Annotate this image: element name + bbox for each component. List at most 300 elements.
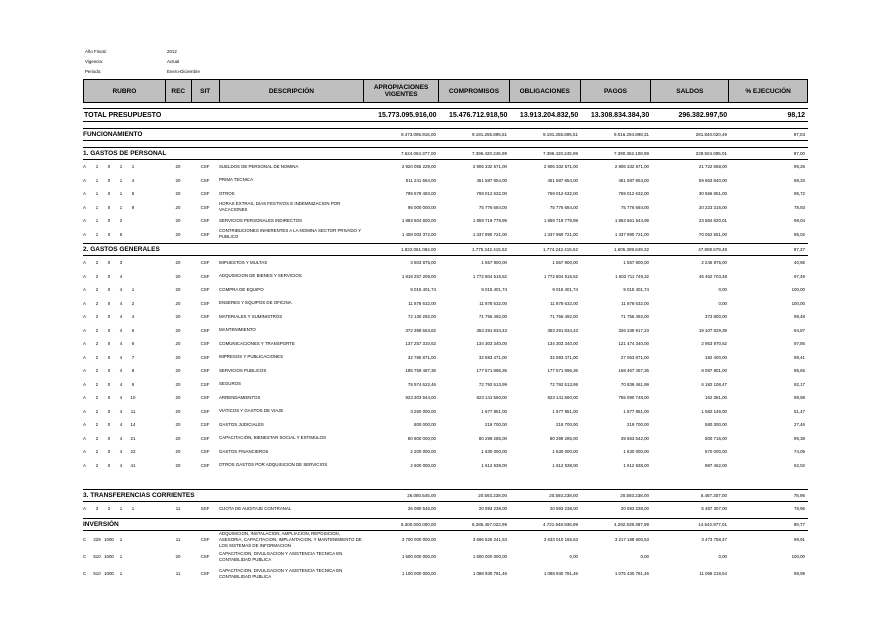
value-co: 80 299 285,00 (478, 435, 507, 441)
rubro-part: 4 (119, 395, 123, 401)
rubro-part: 1000 (104, 571, 114, 576)
value-pa: 9.016.294.898,31 (613, 132, 649, 137)
table-row (83, 337, 808, 351)
value-sa: 11 069 218,54 (699, 571, 727, 576)
value-co: 15.476.712.918,50 (449, 111, 508, 119)
value-ej: 100,00 (791, 287, 805, 293)
rubro-part: 4 (119, 462, 123, 468)
value-co: 71 756 492,00 (478, 314, 507, 320)
value-ej: 97,37 (793, 247, 805, 252)
rubro-code (83, 368, 165, 373)
rubro-part: A (83, 287, 86, 293)
rubro-part: 21 (130, 435, 136, 441)
value-pa: 1 677 851,00 (623, 408, 649, 414)
value-sa: 14.542.977,01 (698, 522, 727, 527)
rubro-part: 4 (119, 422, 123, 428)
rec-value: 20 (175, 462, 181, 468)
value-sa: 23 884 820,01 (698, 218, 727, 224)
value-ap: 3 260 000,00 (410, 408, 436, 414)
rubro-part: 4 (131, 314, 135, 320)
value-co: 2 906 332 571,00 (472, 164, 507, 170)
value-co: 11 878 632,00 (479, 300, 507, 306)
section-label: 1. GASTOS DE PERSONAL (83, 150, 167, 157)
value-pa: 1 557 900,00 (623, 260, 649, 266)
sit-value: CSF (200, 260, 210, 266)
rubro-part: 2 (95, 449, 99, 455)
rec-value: 20 (175, 381, 181, 387)
rubro-part: 1 (95, 164, 99, 170)
value-ap: 1 100 000 000,00 (401, 571, 436, 576)
value-ej: 74,09 (794, 449, 805, 455)
rubro-part: 4 (119, 368, 123, 374)
value-ap: 2 600 000,00 (410, 462, 436, 468)
description: ENSERES Y EQUIPOS DE OFICINA (219, 300, 292, 306)
rubro-part: A (83, 260, 86, 266)
section-label: 3. TRANSFERENCIAS CORRIENTES (83, 492, 195, 499)
sit-value: CSF (200, 408, 210, 414)
rubro-code (83, 395, 165, 400)
sit-value: CSF (200, 177, 210, 183)
rubro-part: 0 (107, 260, 111, 266)
value-co: 1 859 719 779,99 (472, 218, 507, 224)
rec-value: 20 (175, 449, 181, 455)
value-ap: 1 500 000 000,00 (401, 554, 436, 559)
rubro-code (83, 506, 165, 511)
rec-value: 20 (175, 554, 181, 559)
rec-value: 20 (175, 164, 181, 170)
value-ap: 799 579 483,00 (405, 191, 436, 197)
rubro-part: 510 (93, 571, 101, 576)
meta-value: Enero-Diciembre (167, 69, 200, 74)
value-ej: 99,77 (793, 522, 805, 527)
value-ob: 134 303 340,00 (547, 341, 578, 347)
value-co: 451 587 854,00 (476, 177, 507, 183)
rubro-code (83, 274, 165, 279)
rubro-part: 0 (107, 422, 111, 428)
rubro-part: 22 (130, 449, 136, 455)
rubro-part: A (83, 354, 86, 360)
rubro-part: 5 (131, 327, 135, 333)
value-co: 3 696 526 241,53 (472, 537, 507, 542)
rubro-part: 2 (95, 327, 99, 333)
meta-row (85, 67, 200, 77)
value-pa: 11 878 632,00 (621, 300, 649, 306)
description: VIATICOS Y GASTOS DE VIAJE (219, 408, 284, 414)
rec-value: 20 (175, 314, 181, 320)
value-co: 20.593.238,00 (478, 493, 507, 498)
rec-value: 20 (175, 218, 181, 224)
value-pa: 75 776 684,00 (620, 204, 649, 210)
value-co: 353 291 834,43 (476, 327, 507, 333)
value-ap: 9 015 401,74 (410, 287, 436, 293)
rec-value: 20 (175, 422, 181, 428)
value-pa: 39 663 542,00 (620, 435, 649, 441)
value-pa: 1.605.399.649,32 (613, 247, 649, 252)
rubro-part: 1 (119, 571, 123, 576)
rubro-part: C (83, 554, 87, 559)
value-ap: 32 785 871,00 (407, 354, 436, 360)
rubro-part: 229 (93, 537, 101, 542)
rubro-part: 0 (107, 341, 111, 347)
rubro-part: 0 (107, 273, 111, 279)
rubro-part: 4 (131, 177, 135, 183)
value-co: 72 792 513,99 (478, 381, 507, 387)
rubro-part (127, 554, 139, 559)
value-pa: 0,00 (640, 554, 649, 559)
rubro-part: 2 (95, 300, 99, 306)
description: CONTRIBUCIONES INHERENTES A LA NOMINA SECTOR PRIVADO Y PUBLICO (219, 228, 361, 240)
value-co: 1 630 000,00 (481, 449, 507, 455)
value-sa: 5 487 307,00 (701, 506, 727, 511)
rubro-part: 4 (119, 273, 123, 279)
description: IMPRESOS Y PUBLICACIONES (219, 354, 284, 360)
value-ej: 99,26 (794, 164, 805, 170)
value-ob: 3 633 010 155,53 (543, 537, 578, 542)
value-pa: 7.390.362.108,99 (613, 151, 649, 156)
value-co: 9.191.255.895,51 (471, 132, 507, 137)
value-ob: 9 015 401,74 (552, 287, 578, 293)
value-pa: 27 063 871,00 (620, 354, 649, 360)
rubro-part: 2 (119, 218, 123, 224)
rubro-part: 0 (107, 408, 111, 414)
rubro-code (83, 436, 165, 441)
rubro-part: A (83, 408, 86, 414)
description: MATERIALES Y SUMINISTROS (219, 313, 283, 319)
table-row (83, 418, 808, 432)
value-ap: 3 700 000 000,00 (401, 537, 436, 542)
value-pa: 4.292.539.387,99 (613, 522, 649, 527)
value-ap: 26 080 545,00 (407, 506, 436, 511)
rubro-part: 1 (119, 177, 123, 183)
value-pa: 71 756 492,00 (620, 314, 649, 320)
value-ap: 26.080.545,00 (407, 493, 436, 498)
description: GASTOS FINANCIEROS (219, 448, 269, 454)
value-ap: 6.300.000.000,00 (400, 522, 436, 527)
value-sa: 45 452 703,48 (698, 273, 727, 279)
rubro-part: 510 (93, 554, 101, 559)
rubro-part: 0 (107, 435, 111, 441)
value-ap: 800 000,00 (414, 422, 436, 428)
value-pa: 219 700,00 (627, 422, 649, 428)
value-pa: 1 337 990 721,00 (614, 231, 649, 237)
value-co: 177 671 896,36 (476, 368, 507, 374)
rubro-part: 3 (95, 506, 99, 511)
rec-value: 20 (175, 231, 181, 237)
value-ob: 353 291 834,43 (547, 327, 578, 333)
rubro-part (127, 274, 139, 279)
description: CUOTA DE AUDITAJE CONTRANAL (219, 505, 292, 511)
rubro-part: 0 (107, 287, 111, 293)
table-row (83, 405, 808, 419)
value-pa: 1 853 661 644,99 (614, 218, 649, 224)
header-rubro: RUBRO (84, 80, 166, 102)
value-sa: 0,00 (718, 554, 727, 559)
value-co: 1 337 990 721,00 (472, 231, 507, 237)
value-sa: 2 245 975,00 (701, 260, 727, 266)
rubro-code (83, 232, 165, 237)
sit-value: CSF (200, 571, 210, 576)
sit-value: CSF (200, 327, 210, 333)
value-sa: 500 715,00 (705, 435, 727, 441)
value-ob: 11 878 632,00 (550, 300, 578, 306)
inversion-section (83, 518, 808, 531)
value-pa: 1 075 430 781,46 (614, 571, 649, 576)
value-ap: 1 818 257 209,00 (401, 273, 436, 279)
value-sa: 228.504.095,01 (695, 151, 727, 156)
rubro-part: 3 (119, 260, 123, 266)
value-ob: 1 557 900,00 (552, 260, 578, 266)
value-co: 20 593 238,00 (478, 506, 507, 511)
value-sa: 580 300,00 (705, 422, 727, 428)
description: IMPUESTOS Y MULTAS (219, 259, 268, 265)
value-co: 6.285.457.022,99 (471, 522, 507, 527)
table-row (83, 187, 808, 201)
value-sa: 3 473 758,47 (701, 537, 727, 542)
value-ap: 7.624.084.377,00 (400, 151, 436, 156)
rubro-part: 1 (131, 164, 135, 170)
table-row (83, 391, 808, 405)
rubro-part: 4 (119, 435, 123, 441)
value-ap: 2 920 055 229,00 (401, 164, 436, 170)
value-co: 823 141 560,00 (476, 395, 507, 401)
meta-label: Vigencia: (85, 59, 103, 64)
value-co: 1 557 900,00 (481, 260, 507, 266)
value-pa: 9 015 401,74 (623, 287, 649, 293)
value-co: 1.775.242.415,52 (471, 247, 507, 252)
value-ap: 96 000 000,00 (407, 204, 436, 210)
rubro-part: 2 (95, 314, 99, 320)
value-pa: 769 012 632,00 (618, 191, 649, 197)
rubro-part: 2 (95, 354, 99, 360)
rec-value: 20 (175, 273, 181, 279)
rubro-part: 4 (119, 314, 123, 320)
description: ADQUISICION, INSTALACION, AMPLIACION, REPOSICION, ASESORIA, CAPACITACION, IMPLANTACION, Y MANTENIMIENTO DE LOS SISTEMAS DE INFORMACION (219, 530, 362, 548)
table-row (83, 283, 808, 297)
value-ap: 78 974 622,46 (407, 381, 436, 387)
value-co: 1 677 851,00 (481, 408, 507, 414)
value-ej: 40,96 (794, 260, 805, 266)
rubro-code (83, 537, 165, 542)
rubro-part: 2 (95, 341, 99, 347)
sit-value: CSF (200, 435, 210, 441)
rubro-part: 0 (107, 177, 111, 183)
rec-value: 20 (175, 395, 181, 401)
gastos-generales-section (83, 243, 808, 256)
value-ob: 4.721.948.936,99 (542, 522, 578, 527)
rubro-part: A (83, 314, 86, 320)
rec-value: 11 (175, 537, 181, 542)
value-sa: 70 052 551,00 (698, 231, 727, 237)
rubro-part: 0 (107, 191, 111, 197)
value-co: 134 303 340,00 (476, 341, 507, 347)
rubro-part: 2 (107, 506, 111, 511)
header-ejecucion: % EJECUCIÓN (745, 87, 791, 95)
description: CAPACITACION, DIVULGACION Y ASISTENCIA TECNICA EN CONTABILIDAD PUBLICA (219, 550, 343, 562)
rubro-code (83, 287, 165, 292)
rubro-part: 4 (119, 354, 123, 360)
value-sa: 162 381,00 (705, 395, 727, 401)
table-row (83, 174, 808, 188)
rubro-code (83, 191, 165, 196)
value-sa: 296.382.997,50 (678, 111, 728, 119)
rubro-code (83, 463, 165, 468)
meta-label: Periodo: (85, 69, 102, 74)
value-ob: 177 671 896,36 (547, 368, 578, 374)
funcionamiento-section (83, 128, 808, 141)
value-sa: 1 582 149,00 (701, 408, 727, 414)
rubro-part: C (83, 537, 87, 542)
table-row (83, 324, 808, 338)
value-sa: 0,00 (718, 287, 727, 293)
value-sa: 0,00 (718, 300, 727, 306)
rec-value: 20 (175, 341, 181, 347)
description: CAPACITACIÓN, BIENESTAR SOCIAL Y ESTIMULOS (219, 435, 327, 441)
value-sa: 8 087 801,00 (701, 368, 727, 374)
value-ej: 78,93 (794, 204, 805, 210)
description: ADQUISICION DE BIENES Y SERVICIOS (219, 273, 302, 279)
value-ob: 80 299 285,00 (549, 435, 578, 441)
description: COMPRA DE EQUIPO (219, 286, 264, 292)
rubro-code (83, 341, 165, 346)
value-ej: 95,65 (794, 368, 805, 374)
rubro-code (83, 382, 165, 387)
value-ej: 92,17 (794, 381, 805, 387)
rubro-part: 0 (107, 395, 111, 401)
rubro-code (83, 314, 165, 319)
rubro-part: A (83, 435, 86, 441)
value-ej: 99,48 (794, 314, 805, 320)
table-row (83, 445, 808, 459)
rec-value: 20 (175, 300, 181, 306)
rubro-code (83, 164, 165, 169)
rubro-part (127, 260, 139, 265)
value-sa: 30 566 851,00 (698, 191, 727, 197)
rubro-code (83, 355, 165, 360)
rubro-part: 9 (131, 204, 135, 210)
rec-value: 20 (175, 435, 181, 441)
rubro-part: 0 (107, 327, 111, 333)
value-ob: 1 859 719 779,99 (543, 218, 578, 224)
value-pa: 13.308.834.384,30 (590, 111, 650, 119)
rubro-part: 2 (95, 422, 99, 428)
value-ob: 20.593.238,00 (549, 493, 578, 498)
rubro-part: 4 (119, 341, 123, 347)
value-ap: 1 408 003 372,00 (401, 231, 436, 237)
rubro-part (127, 218, 139, 223)
rubro-part: 1 (119, 164, 123, 170)
value-pa: 755 090 748,00 (618, 395, 649, 401)
value-pa: 1 630 000,00 (623, 449, 649, 455)
header-saldos: SALDOS (651, 80, 729, 102)
description: SERVICIOS PUBLICOS (219, 367, 267, 373)
rubro-part: 1 (119, 554, 123, 559)
description: GASTOS JUDICIALES (219, 421, 264, 427)
rubro-part: A (83, 395, 86, 401)
value-ej: 97,03 (793, 132, 805, 137)
value-sa: 373 800,00 (705, 314, 727, 320)
meta-value: Actual (167, 59, 180, 64)
value-ap: 511 241 694,00 (405, 177, 436, 183)
rubro-part: 0 (107, 314, 111, 320)
value-ej: 98,12 (787, 111, 805, 119)
value-ej: 95,72 (794, 191, 805, 197)
rubro-part: 14 (130, 422, 136, 428)
value-pa: 326 339 917,23 (618, 327, 649, 333)
value-pa: 20 593 238,00 (620, 506, 649, 511)
rubro-part: 2 (95, 381, 99, 387)
value-co: 1 772 804 515,52 (472, 273, 507, 279)
table-row (83, 378, 808, 392)
sit-value: CSF (200, 341, 210, 347)
description: SUELDOS DE PERSONAL DE NOMINA (219, 163, 299, 169)
rubro-part: 1 (95, 204, 99, 210)
meta-row (85, 47, 200, 57)
value-ob: 0,00 (569, 554, 578, 559)
value-pa: 20.593.238,00 (620, 493, 649, 498)
rubro-code (83, 205, 165, 210)
description: HORAS EXTRAS, DIAS FESTIVOS E INDEMNIZACION POR VACACIONES (219, 201, 341, 213)
sit-value: CSF (200, 381, 210, 387)
document-meta (85, 47, 200, 77)
rubro-code (83, 554, 165, 559)
header-sit: SIT (192, 80, 220, 102)
value-ob: 72 792 513,99 (549, 381, 578, 387)
value-co: 1 612 538,00 (481, 462, 507, 468)
description: ARRENDAMIENTOS (219, 394, 261, 400)
table-row (83, 531, 808, 548)
budget-report (83, 79, 808, 582)
rubro-part: 2 (95, 435, 99, 441)
rubro-part: 0 (107, 381, 111, 387)
value-co: 1 088 930 781,46 (472, 571, 507, 576)
rubro-part: 2 (95, 273, 99, 279)
sit-value: CSF (200, 554, 210, 559)
meta-value: 2012 (167, 49, 177, 54)
value-ob: 1 612 538,00 (552, 462, 578, 468)
sit-value: CSF (200, 395, 210, 401)
rubro-code (83, 422, 165, 427)
section-label: INVERSIÓN (83, 521, 119, 528)
value-ej: 99,98 (794, 395, 805, 401)
value-ap: 185 759 487,36 (405, 368, 436, 374)
table-row (83, 351, 808, 365)
section-label: 2. GASTOS GENERALES (83, 246, 160, 253)
rubro-code (83, 328, 165, 333)
rubro-part: 0 (107, 300, 111, 306)
rubro-part: A (83, 273, 86, 279)
value-sa: 281.840.020,49 (695, 132, 727, 137)
table-row (83, 364, 808, 378)
value-co: 9 015 401,74 (481, 287, 507, 293)
rec-value: 20 (175, 368, 181, 374)
rubro-part: 41 (130, 462, 136, 468)
value-ob: 75 776 684,00 (549, 204, 578, 210)
rubro-part (127, 537, 139, 542)
value-ap: 372 399 663,82 (405, 327, 436, 333)
table-row (83, 297, 808, 311)
rec-value: 20 (175, 408, 181, 414)
value-ej: 99,41 (794, 354, 805, 360)
value-ob: 1 630 000,00 (552, 449, 578, 455)
value-ob: 769 012 632,00 (547, 191, 578, 197)
value-ob: 1 088 930 781,46 (543, 571, 578, 576)
value-pa: 3 217 188 600,53 (614, 537, 649, 542)
value-ob: 219 700,00 (556, 422, 578, 428)
rubro-part (127, 232, 139, 237)
rubro-part: 4 (119, 287, 123, 293)
sit-value: CSF (200, 449, 210, 455)
value-co: 7.396.420.245,99 (471, 151, 507, 156)
